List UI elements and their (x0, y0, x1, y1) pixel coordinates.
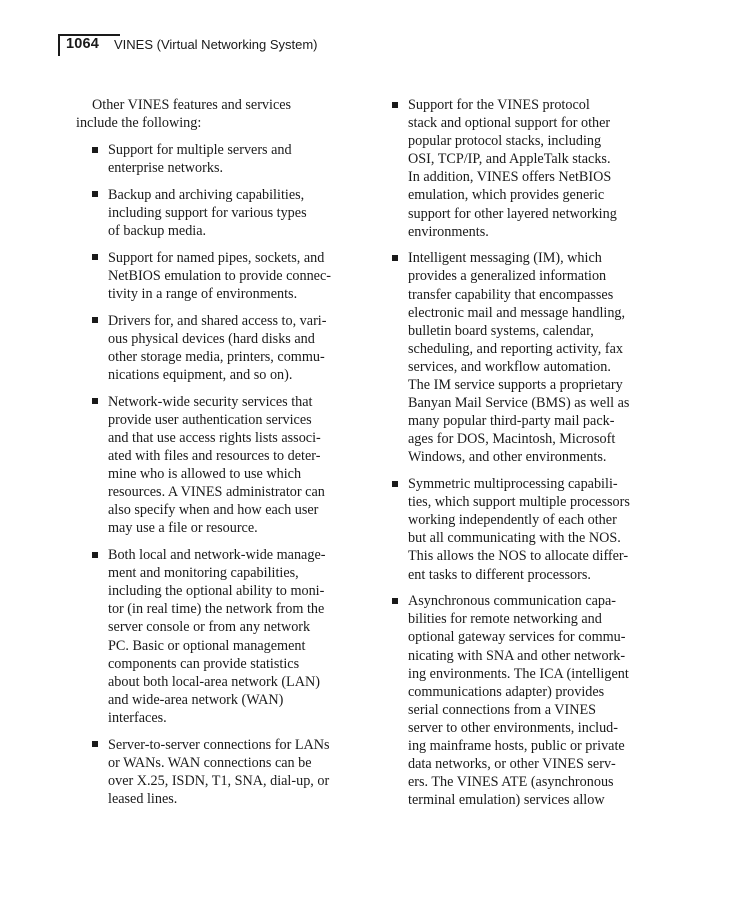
page-number: 1064 (66, 36, 100, 52)
intro-paragraph (76, 96, 348, 132)
text-line: include the following: (76, 115, 202, 132)
text-line: Support for multiple servers and (108, 142, 292, 159)
text-line: enterprise networks. (108, 160, 224, 177)
text-line: transfer capability that encompasses (408, 286, 614, 303)
text-line: nications equipment, and so on). (108, 367, 293, 383)
text-line: resources. A VINES administrator can (108, 484, 325, 501)
bullet-item (76, 736, 348, 808)
text-line: ment and monitoring capabilities, (108, 565, 299, 582)
text-line: or WANs. WAN connections can be (108, 754, 312, 771)
text-line: about both local-area network (LAN) (108, 673, 320, 690)
text-line: Backup and archiving capabilities, (108, 186, 305, 203)
text-line: Server-to-server connections for LANs (108, 736, 330, 753)
text-line: ent tasks to different processors. (408, 566, 591, 583)
text-line: over X.25, ISDN, T1, SNA, dial-up, or (108, 772, 330, 789)
text-line: PC. Basic or optional management (108, 637, 306, 654)
square-bullet-icon (92, 398, 98, 404)
text-line: many popular third-party mail pack- (408, 413, 615, 430)
text-line: working independently of each other (408, 512, 617, 529)
square-bullet-icon (92, 254, 98, 260)
text-line: ous physical devices (hard disks and (108, 330, 315, 347)
square-bullet-icon (92, 317, 98, 323)
text-line: Support for the VINES protocol (408, 97, 590, 113)
square-bullet-icon (92, 552, 98, 558)
text-line: Support for named pipes, sockets, and (108, 249, 325, 266)
text-line: Asynchronous communication capa- (408, 593, 617, 610)
square-bullet-icon (392, 481, 398, 487)
text-line: bulletin board systems, calendar, (408, 322, 594, 339)
text-line: server console or from any network (108, 619, 311, 636)
text-line: nicating with SNA and other network- (408, 647, 626, 664)
text-line: optional gateway services for commu- (408, 629, 626, 646)
text-line: of backup media. (108, 223, 207, 240)
text-line: data networks, or other VINES serv- (408, 756, 616, 773)
bullet-item (76, 312, 348, 384)
text-line: tor (in real time) the network from the (108, 601, 325, 618)
square-bullet-icon (92, 191, 98, 197)
text-line: electronic mail and message handling, (408, 304, 626, 321)
text-line: provides a generalized information (408, 268, 607, 285)
text-line: environments. (408, 223, 489, 240)
text-line: ties, which support multiple processors (408, 494, 630, 511)
square-bullet-icon (392, 102, 398, 108)
text-line: but all communicating with the NOS. (408, 530, 621, 547)
text-line: tivity in a range of environments. (108, 286, 298, 303)
text-line: Other VINES features and services (92, 97, 292, 113)
bullet-item (76, 186, 348, 240)
header-rule-vertical (58, 34, 60, 56)
text-line: popular protocol stacks, including (408, 133, 602, 150)
text-line: also specify when and how each user (108, 502, 319, 519)
text-line: including support for various types (108, 205, 307, 222)
text-line: Symmetric multiprocessing capabili- (408, 476, 618, 493)
text-line: ages for DOS, Macintosh, Microsoft (408, 431, 616, 448)
text-line: Network-wide security services that (108, 393, 313, 410)
bullet-item (392, 592, 652, 809)
right-column (392, 96, 652, 818)
text-line: other storage media, printers, commu- (108, 348, 325, 365)
text-line: emulation, which provides generic (408, 187, 605, 204)
square-bullet-icon (92, 741, 98, 747)
text-line: services, and workflow automation. (408, 358, 611, 375)
bullet-item (392, 96, 652, 241)
bullet-item (76, 546, 348, 727)
text-line: Both local and network-wide manage- (108, 547, 326, 564)
text-line: ing environments. The ICA (intelligent (408, 665, 629, 682)
text-line: NetBIOS emulation to provide connec- (108, 267, 332, 284)
text-line: serial connections from a VINES (408, 701, 597, 718)
running-title: VINES (Virtual Networking System) (114, 37, 318, 52)
text-line: scheduling, and reporting activity, fax (408, 340, 623, 357)
text-line: bilities for remote networking and (408, 611, 602, 628)
text-line: and wide-area network (WAN) (108, 691, 284, 708)
bullet-item (392, 249, 652, 466)
square-bullet-icon (392, 598, 398, 604)
text-line: Drivers for, and shared access to, vari- (108, 312, 327, 329)
text-line: communications adapter) provides (408, 683, 605, 700)
text-line: ing mainframe hosts, public or private (408, 737, 625, 754)
bullet-item (76, 249, 348, 303)
text-line: terminal emulation) services allow (408, 792, 605, 809)
text-line: Banyan Mail Service (BMS) as well as (408, 395, 630, 412)
text-line: Windows, and other environments. (408, 449, 607, 466)
text-line: leased lines. (108, 790, 178, 807)
text-line: and that use access rights lists associ- (108, 429, 321, 446)
text-line: may use a file or resource. (108, 520, 258, 537)
square-bullet-icon (92, 147, 98, 153)
text-line: server to other environments, includ- (408, 719, 618, 736)
text-line: components can provide statistics (108, 655, 300, 672)
text-line: including the optional ability to moni- (108, 583, 325, 600)
text-line: ated with files and resources to deter- (108, 447, 321, 464)
text-line: OSI, TCP/IP, and AppleTalk stacks. (408, 151, 611, 168)
text-line: In addition, VINES offers NetBIOS (408, 169, 612, 186)
text-line: stack and optional support for other (408, 115, 611, 132)
text-line: ers. The VINES ATE (asynchronous (408, 774, 614, 791)
text-line: interfaces. (108, 709, 167, 726)
text-line: mine who is allowed to use which (108, 466, 302, 483)
text-line: provide user authentication services (108, 411, 312, 428)
bullet-item (76, 393, 348, 538)
left-column (76, 96, 348, 817)
square-bullet-icon (392, 255, 398, 261)
text-line: support for other layered networking (408, 205, 617, 222)
bullet-item (76, 141, 348, 177)
text-line: This allows the NOS to allocate differ- (408, 548, 629, 565)
bullet-item (392, 475, 652, 584)
text-line: Intelligent messaging (IM), which (408, 250, 602, 267)
text-line: The IM service supports a proprietary (408, 377, 623, 393)
